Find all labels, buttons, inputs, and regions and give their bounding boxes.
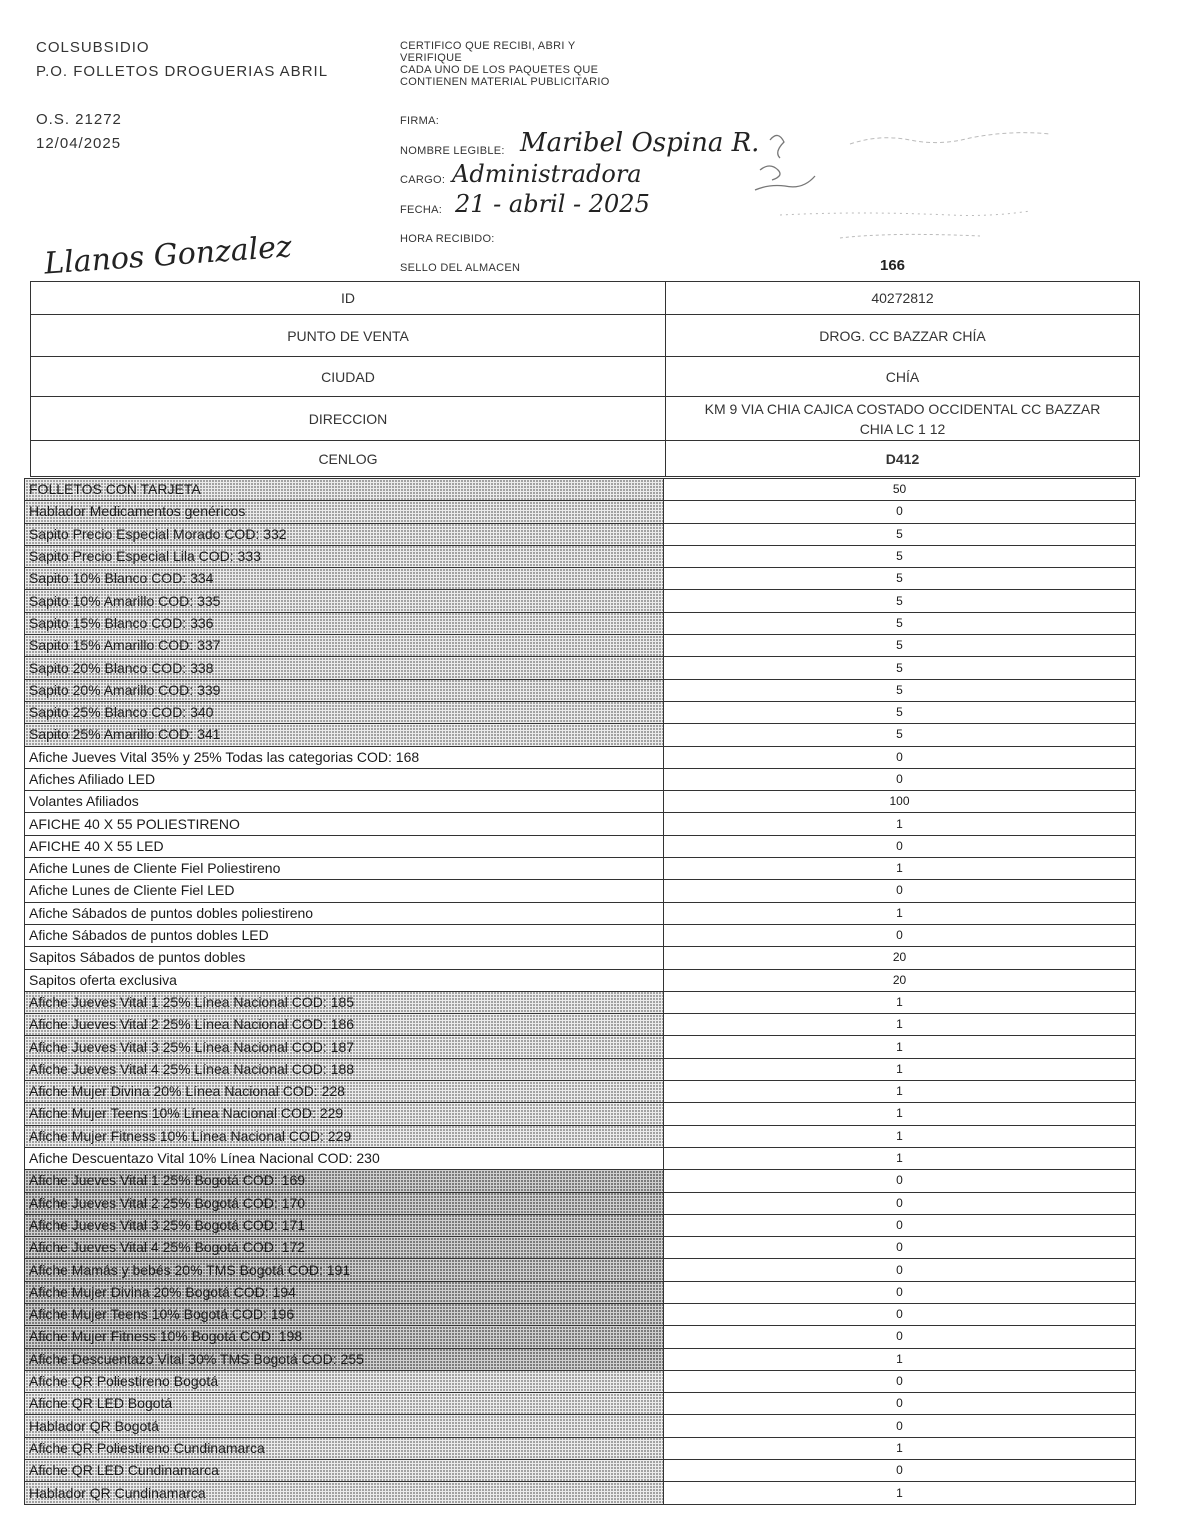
order-number: O.S. 21272 (36, 111, 122, 128)
cert-line: CERTIFICO QUE RECIBI, ABRI Y (400, 40, 576, 52)
table-row (25, 1303, 1136, 1325)
item-name: Afiche Mamás y bebés 20% TMS Bogotá COD: 191 (25, 1259, 664, 1281)
punto-label: PUNTO DE VENTA (31, 315, 666, 357)
item-quantity: 0 (664, 1237, 1136, 1259)
table-row (25, 947, 1136, 969)
table-row (25, 1170, 1136, 1192)
table-row (25, 545, 1136, 567)
table-row (25, 701, 1136, 723)
table-row (25, 1014, 1136, 1036)
store-info-table (30, 281, 1140, 477)
item-name: Sapito 25% Blanco COD: 340 (25, 701, 664, 723)
table-row (25, 657, 1136, 679)
table-row (25, 1058, 1136, 1080)
table-row (25, 969, 1136, 991)
item-name: Sapito 25% Amarillo COD: 341 (25, 724, 664, 746)
item-quantity: 1 (664, 1081, 1136, 1103)
item-quantity: 5 (664, 701, 1136, 723)
item-name: Afiche Jueves Vital 2 25% Línea Nacional COD: 186 (25, 1014, 664, 1036)
item-name: Afiche QR LED Cundinamarca (25, 1460, 664, 1482)
table-row (25, 1036, 1136, 1058)
item-quantity: 0 (664, 880, 1136, 902)
item-quantity: 0 (664, 835, 1136, 857)
item-quantity: 1 (664, 902, 1136, 924)
info-row (31, 315, 1140, 357)
item-quantity: 1 (664, 1058, 1136, 1080)
firma-label: FIRMA: (400, 115, 440, 127)
item-quantity: 50 (664, 479, 1136, 501)
info-row (31, 282, 1140, 315)
cenlog-label: CENLOG (31, 441, 666, 477)
table-row (25, 1393, 1136, 1415)
item-name: Afiche QR LED Bogotá (25, 1393, 664, 1415)
item-quantity: 1 (664, 1036, 1136, 1058)
table-row (25, 1125, 1136, 1147)
item-name: Hablador QR Cundinamarca (25, 1482, 664, 1504)
item-quantity: 5 (664, 568, 1136, 590)
table-row (25, 1415, 1136, 1437)
item-name: Hablador QR Bogotá (25, 1415, 664, 1437)
item-quantity: 0 (664, 1393, 1136, 1415)
item-name: Afiche Mujer Divina 20% Bogotá COD: 194 (25, 1281, 664, 1303)
item-name: Sapito 10% Blanco COD: 334 (25, 568, 664, 590)
table-row (25, 902, 1136, 924)
items-table (24, 478, 1136, 1505)
direccion-line: CHIA LC 1 12 (859, 420, 946, 437)
item-name: Volantes Afiliados (25, 791, 664, 813)
item-name: Afiche Mujer Teens 10% Bogotá COD: 196 (25, 1303, 664, 1325)
item-name: Afiche Jueves Vital 1 25% Línea Nacional COD: 185 (25, 991, 664, 1013)
info-row (31, 397, 1140, 441)
item-name: Afiche Sábados de puntos dobles poliestireno (25, 902, 664, 924)
id-value: 40272812 (666, 282, 1140, 315)
table-row (25, 746, 1136, 768)
cert-line: VERIFIQUE (400, 52, 462, 64)
table-row (25, 523, 1136, 545)
document-date: 12/04/2025 (36, 135, 122, 152)
item-name: Afiche Mujer Fitness 10% Bogotá COD: 198 (25, 1326, 664, 1348)
table-row (25, 1081, 1136, 1103)
table-row (25, 679, 1136, 701)
item-quantity: 0 (664, 1214, 1136, 1236)
item-name: Afiche Descuentazo Vital 10% Línea Nacional COD: 230 (25, 1147, 664, 1169)
item-name: Afiche QR Poliestireno Cundinamarca (25, 1437, 664, 1459)
nombre-label: NOMBRE LEGIBLE: (400, 145, 505, 157)
items-body (25, 479, 1136, 1505)
table-row (25, 991, 1136, 1013)
item-quantity: 1 (664, 1437, 1136, 1459)
table-row (25, 1214, 1136, 1236)
item-name: Afiche Mujer Divina 20% Línea Nacional COD: 228 (25, 1081, 664, 1103)
item-name: Sapito 20% Amarillo COD: 339 (25, 679, 664, 701)
item-quantity: 1 (664, 1014, 1136, 1036)
item-name: Afiche Lunes de Cliente Fiel Poliestireno (25, 858, 664, 880)
certification-text (400, 40, 610, 88)
item-name: Sapito Precio Especial Lila COD: 333 (25, 545, 664, 567)
item-quantity: 1 (664, 1103, 1136, 1125)
item-name: Hablador Medicamentos genéricos (25, 501, 664, 523)
table-row (25, 635, 1136, 657)
direccion-value (666, 397, 1140, 441)
item-name: Afiche Descuentazo Vital 30% TMS Bogotá COD: 255 (25, 1348, 664, 1370)
item-quantity: 0 (664, 924, 1136, 946)
table-row (25, 858, 1136, 880)
item-quantity: 0 (664, 768, 1136, 790)
item-quantity: 1 (664, 991, 1136, 1013)
direccion-label: DIRECCION (31, 397, 666, 441)
cargo-value: Administradora (452, 160, 642, 188)
item-quantity: 5 (664, 657, 1136, 679)
header-block (36, 36, 328, 156)
item-quantity: 5 (664, 679, 1136, 701)
item-quantity: 1 (664, 813, 1136, 835)
table-row (25, 880, 1136, 902)
table-row (25, 568, 1136, 590)
item-quantity: 5 (664, 724, 1136, 746)
item-name: AFICHE 40 X 55 POLIESTIRENO (25, 813, 664, 835)
company-name: COLSUBSIDIO (36, 39, 150, 56)
item-quantity: 1 (664, 1147, 1136, 1169)
item-name: Sapito 15% Blanco COD: 336 (25, 612, 664, 634)
item-name: Afiche Sábados de puntos dobles LED (25, 924, 664, 946)
program-name: P.O. FOLLETOS DROGUERIAS ABRIL (36, 63, 329, 80)
ciudad-value: CHÍA (666, 357, 1140, 397)
table-row (25, 479, 1136, 501)
item-name: Afiches Afiliado LED (25, 768, 664, 790)
ciudad-label: CIUDAD (31, 357, 666, 397)
item-quantity: 0 (664, 1170, 1136, 1192)
item-name: Sapitos Sábados de puntos dobles (25, 947, 664, 969)
sello-label: SELLO DEL ALMACEN (400, 262, 521, 274)
item-name: Afiche Jueves Vital 3 25% Bogotá COD: 171 (25, 1214, 664, 1236)
signature-left: Llanos Gonzalez (43, 229, 293, 282)
cenlog-value: D412 (666, 441, 1140, 477)
cargo-label: CARGO: (400, 174, 446, 186)
table-row (25, 791, 1136, 813)
cert-line: CONTIENEN MATERIAL PUBLICITARIO (400, 76, 610, 88)
table-row (25, 1348, 1136, 1370)
item-quantity: 1 (664, 1125, 1136, 1147)
fecha-value: 21 - abril - 2025 (455, 190, 650, 218)
table-row (25, 813, 1136, 835)
item-name: Afiche Mujer Teens 10% Línea Nacional COD: 229 (25, 1103, 664, 1125)
item-quantity: 0 (664, 1460, 1136, 1482)
info-row (31, 441, 1140, 477)
item-name: Afiche Jueves Vital 2 25% Bogotá COD: 170 (25, 1192, 664, 1214)
item-name: Sapitos oferta exclusiva (25, 969, 664, 991)
id-label: ID (31, 282, 666, 315)
item-quantity: 5 (664, 523, 1136, 545)
table-row (25, 1192, 1136, 1214)
table-row (25, 835, 1136, 857)
item-name: Sapito 20% Blanco COD: 338 (25, 657, 664, 679)
item-name: Afiche Jueves Vital 35% y 25% Todas las categorias COD: 168 (25, 746, 664, 768)
table-row (25, 1460, 1136, 1482)
item-quantity: 0 (664, 1281, 1136, 1303)
item-name: Sapito 15% Amarillo COD: 337 (25, 635, 664, 657)
item-name: FOLLETOS CON TARJETA (25, 479, 664, 501)
table-row (25, 1259, 1136, 1281)
direccion-line: KM 9 VIA CHIA CAJICA COSTADO OCCIDENTAL CC BAZZAR (704, 400, 1101, 417)
item-name: AFICHE 40 X 55 LED (25, 835, 664, 857)
table-row (25, 1103, 1136, 1125)
cert-line: CADA UNO DE LOS PAQUETES QUE (400, 64, 599, 76)
table-row (25, 612, 1136, 634)
table-row (25, 590, 1136, 612)
item-quantity: 5 (664, 590, 1136, 612)
item-name: Afiche Jueves Vital 3 25% Línea Nacional COD: 187 (25, 1036, 664, 1058)
table-row (25, 1281, 1136, 1303)
item-quantity: 1 (664, 858, 1136, 880)
table-row (25, 1370, 1136, 1392)
table-row (25, 768, 1136, 790)
item-quantity: 0 (664, 1370, 1136, 1392)
item-name: Afiche Jueves Vital 4 25% Bogotá COD: 172 (25, 1237, 664, 1259)
nombre-value: Maribel Ospina R. (520, 128, 760, 158)
item-quantity: 20 (664, 947, 1136, 969)
table-row (25, 924, 1136, 946)
table-row (25, 1326, 1136, 1348)
info-row (31, 357, 1140, 397)
item-quantity: 0 (664, 501, 1136, 523)
item-name: Afiche Lunes de Cliente Fiel LED (25, 880, 664, 902)
stamp-marks (740, 120, 1060, 250)
item-quantity: 5 (664, 612, 1136, 634)
item-quantity: 0 (664, 746, 1136, 768)
item-quantity: 1 (664, 1348, 1136, 1370)
fecha-label: FECHA: (400, 204, 443, 216)
table-row (25, 1147, 1136, 1169)
item-quantity: 0 (664, 1259, 1136, 1281)
item-quantity: 5 (664, 545, 1136, 567)
hora-label: HORA RECIBIDO: (400, 233, 495, 245)
item-name: Afiche Mujer Fitness 10% Línea Nacional COD: 229 (25, 1125, 664, 1147)
table-row (25, 501, 1136, 523)
table-row (25, 1482, 1136, 1504)
item-quantity: 0 (664, 1326, 1136, 1348)
item-quantity: 1 (664, 1482, 1136, 1504)
item-name: Afiche Jueves Vital 1 25% Bogotá COD: 169 (25, 1170, 664, 1192)
item-quantity: 0 (664, 1192, 1136, 1214)
item-name: Afiche Jueves Vital 4 25% Línea Nacional COD: 188 (25, 1058, 664, 1080)
sello-number: 166 (880, 257, 906, 274)
item-quantity: 20 (664, 969, 1136, 991)
item-name: Afiche QR Poliestireno Bogotá (25, 1370, 664, 1392)
item-quantity: 0 (664, 1415, 1136, 1437)
punto-value: DROG. CC BAZZAR CHÍA (666, 315, 1140, 357)
item-quantity: 5 (664, 635, 1136, 657)
table-row (25, 1437, 1136, 1459)
item-name: Sapito Precio Especial Morado COD: 332 (25, 523, 664, 545)
item-quantity: 0 (664, 1303, 1136, 1325)
item-quantity: 100 (664, 791, 1136, 813)
item-name: Sapito 10% Amarillo COD: 335 (25, 590, 664, 612)
table-row (25, 1237, 1136, 1259)
table-row (25, 724, 1136, 746)
